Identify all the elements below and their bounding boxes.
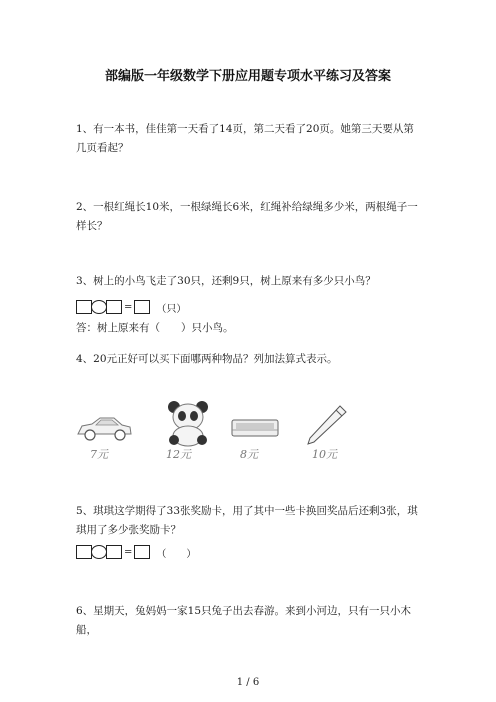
question-4: 4、20元正好可以买下面哪两种物品？列加法算式表示。 (76, 353, 338, 365)
price-label: 8元 (240, 448, 258, 461)
equation-blank-3 (76, 300, 186, 314)
equation-blank-5 (76, 545, 196, 559)
unit-label: （只） (156, 303, 187, 315)
question-1: 1、有一本书，佳佳第一天看了14页，第二天看了20页。她第三天要从第几页看起？ (76, 123, 414, 154)
answer-box[interactable] (106, 545, 122, 559)
unit-label: （ ） (156, 548, 197, 560)
answer-box[interactable] (106, 300, 122, 314)
answer-box[interactable] (76, 300, 92, 314)
answer-box[interactable] (134, 545, 150, 559)
pen-icon (298, 402, 358, 446)
question-6: 6、星期天，兔妈妈一家15只兔子出去春游。来到小河边，只有一只小木船， (76, 605, 412, 636)
equals-sign: = (124, 301, 133, 313)
answer-box[interactable] (76, 545, 92, 559)
operator-circle[interactable] (91, 545, 107, 559)
page-number: 1 / 6 (236, 677, 260, 688)
price-label: 10元 (312, 448, 337, 461)
price-label: 7元 (90, 448, 108, 461)
answer-line-3: 答：树上原来有（ ）只小鸟。 (76, 322, 234, 334)
page-title: 部编版一年级数学下册应用题专项水平练习及答案 (104, 69, 391, 84)
answer-box[interactable] (134, 300, 150, 314)
equals-sign: = (124, 546, 133, 558)
question-2: 2、一根红绳长10米，一根绿绳长6米，红绳补给绿绳多少米，两根绳子一样长？ (76, 201, 418, 232)
operator-circle[interactable] (91, 300, 107, 314)
panda-icon (158, 398, 218, 442)
question-3: 3、树上的小鸟飞走了30只，还剩9只，树上原来有多少只小鸟？ (76, 275, 376, 287)
price-label: 12元 (166, 448, 191, 461)
question-5: 5、琪琪这学期得了33张奖励卡，用了其中一些卡换回奖品后还剩3张，琪琪用了多少张奖励卡？ (76, 505, 418, 536)
